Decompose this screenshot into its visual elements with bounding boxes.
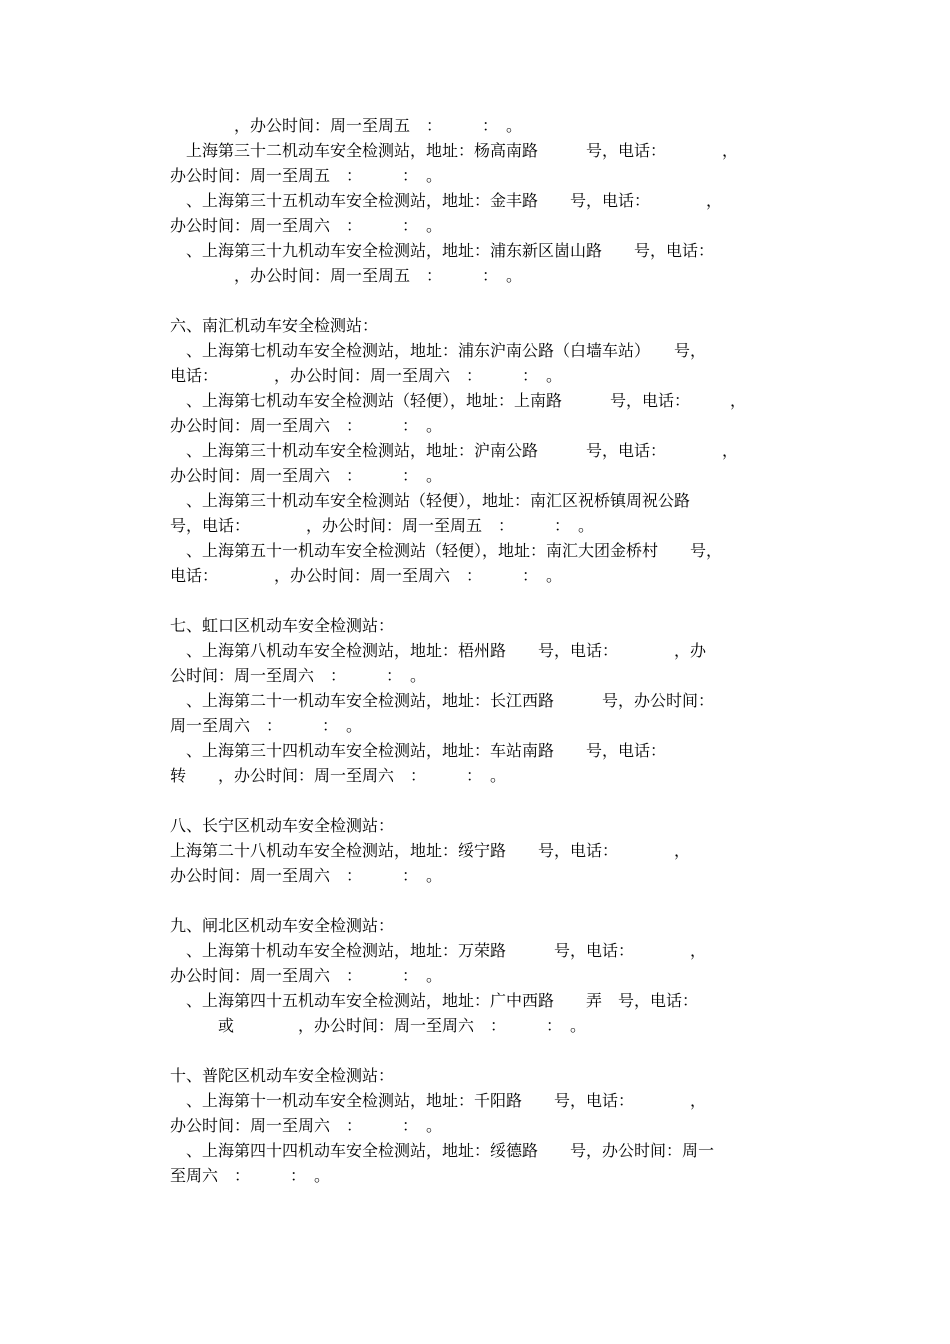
text-line: 、上海第十一机动车安全检测站，地址：千阳路 号，电话： ， [170, 1091, 707, 1110]
text-line: 办公时间：周一至周六 ： ： 。 [170, 1116, 443, 1135]
text-line: 、上海第四十四机动车安全检测站，地址：绥德路 号，办公时间：周一 [170, 1141, 715, 1160]
text-line: 、上海第三十机动车安全检测站（轻便），地址：南汇区祝桥镇周祝公路 [170, 491, 691, 510]
text-line: 办公时间：周一至周六 ： ： 。 [170, 416, 443, 435]
text-line: 周一至周六 ： ： 。 [170, 716, 363, 735]
text-line: 办公时间：周一至周六 ： ： 。 [170, 966, 443, 985]
text-line: 八、长宁区机动车安全检测站： [170, 816, 395, 835]
text-line: 办公时间：周一至周五 ： ： 。 [170, 166, 443, 185]
text-line: 、上海第八机动车安全检测站，地址：梧州路 号，电话： ，办 [170, 641, 707, 660]
text-line: 公时间：周一至周六 ： ： 。 [170, 666, 427, 685]
text-line: 电话： ，办公时间：周一至周六 ： ： 。 [170, 366, 563, 385]
text-line: 办公时间：周一至周六 ： ： 。 [170, 466, 443, 485]
text-line: ，办公时间：周一至周五 ： ： 。 [170, 266, 523, 285]
text-line: 、上海第三十九机动车安全检测站，地址：浦东新区崮山路 号，电话： [170, 241, 715, 260]
text-line: 上海第三十二机动车安全检测站，地址：杨高南路 号，电话： ， [170, 141, 739, 160]
text-line: 七、虹口区机动车安全检测站： [170, 616, 395, 635]
text-line: 或 ，办公时间：周一至周六 ： ： 。 [170, 1016, 587, 1035]
text-line: 办公时间：周一至周六 ： ： 。 [170, 216, 443, 235]
text-line: 转 ，办公时间：周一至周六 ： ： 。 [170, 766, 507, 785]
text-line: 上海第二十八机动车安全检测站，地址：绥宁路 号，电话： ， [170, 841, 691, 860]
text-line: 、上海第三十四机动车安全检测站，地址：车站南路 号，电话： [170, 741, 667, 760]
text-line: 、上海第五十一机动车安全检测站（轻便），地址：南汇大团金桥村 号， [170, 541, 723, 560]
text-line: 办公时间：周一至周六 ： ： 。 [170, 866, 443, 885]
text-line: 号，电话： ，办公时间：周一至周五 ： ： 。 [170, 516, 595, 535]
text-line: 六、南汇机动车安全检测站： [170, 316, 379, 335]
text-line: 、上海第七机动车安全检测站（轻便），地址：上南路 号，电话： ， [170, 391, 747, 410]
text-line: ，办公时间：周一至周五 ： ： 。 [170, 116, 523, 135]
text-line: 十、普陀区机动车安全检测站： [170, 1066, 395, 1085]
text-line: 、上海第二十一机动车安全检测站，地址：长江西路 号，办公时间： [170, 691, 715, 710]
text-line: 、上海第七机动车安全检测站，地址：浦东沪南公路（白墙车站） 号， [170, 341, 707, 360]
text-line: 至周六 ： ： 。 [170, 1166, 331, 1185]
text-line: 、上海第三十机动车安全检测站，地址：沪南公路 号，电话： ， [170, 441, 739, 460]
text-line: 、上海第四十五机动车安全检测站，地址：广中西路 弄 号，电话： [170, 991, 699, 1010]
text-line: 、上海第三十五机动车安全检测站，地址：金丰路 号，电话： ， [170, 191, 723, 210]
text-line: 、上海第十机动车安全检测站，地址：万荣路 号，电话： ， [170, 941, 707, 960]
text-line: 电话： ，办公时间：周一至周六 ： ： 。 [170, 566, 563, 585]
text-line: 九、闸北区机动车安全检测站： [170, 916, 395, 935]
